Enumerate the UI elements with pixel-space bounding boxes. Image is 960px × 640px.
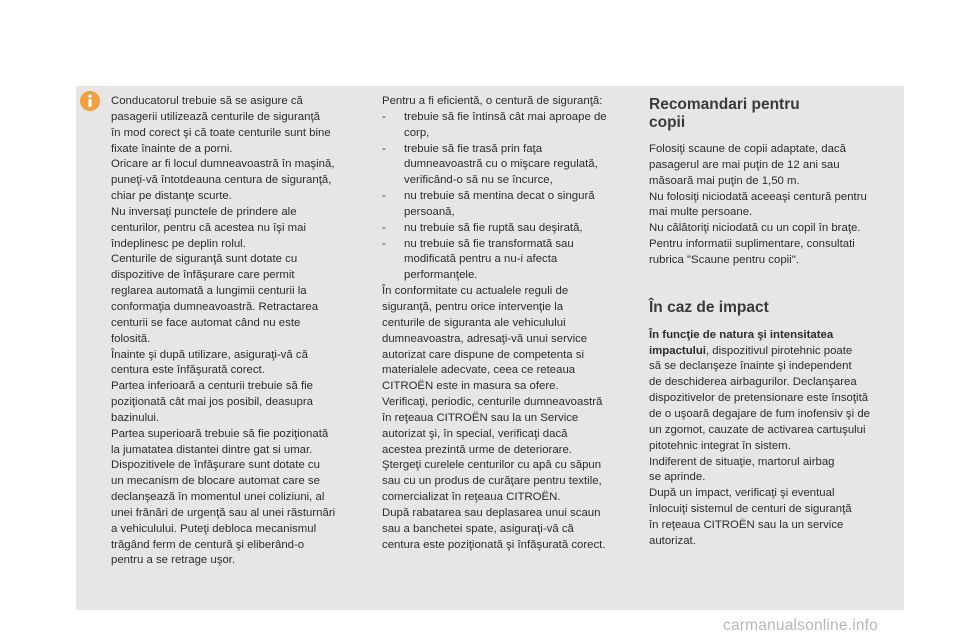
- text-line: chiar pe distanţe scurte.: [111, 190, 232, 203]
- text-line: În conformitate cu actualele reguli de: [382, 285, 569, 298]
- text-line: centura este înfăşurată corect.: [111, 364, 265, 377]
- text-line: Verificaţi, periodic, centurile dumneavoastră: [382, 396, 603, 409]
- bullet-marker: -: [382, 237, 386, 250]
- impact-after-bold: , dispozitivul pirotehnic poate: [705, 344, 853, 357]
- text-line: pasagerii utilizează centurile de siguranţă: [111, 110, 320, 123]
- text-line: în reţeaua CITROËN sau la un service: [649, 518, 844, 531]
- text-line: centurile de siguranta ale vehiculului: [382, 316, 566, 329]
- text-line: comercializat în reţeaua CITROËN.: [382, 491, 561, 504]
- impact-text: [649, 328, 901, 550]
- text-line: declanşează în momentul unei coliziuni, al: [111, 491, 325, 504]
- seatbelt-efficiency-text: [382, 94, 634, 553]
- text-line: în mod corect şi că toate centurile sunt bine: [111, 126, 331, 139]
- bullet-line: nu trebuie să mentina decat o singură: [404, 190, 595, 203]
- efficiency-intro: Pentru a fi eficientă, o centură de siguranţă:: [382, 95, 603, 107]
- impact-bold-line2: impactului: [649, 344, 706, 357]
- text-line: bazinului.: [111, 411, 160, 424]
- text-line: Indiferent de situaţie, martorul airbag: [649, 455, 835, 468]
- text-line: Nu călătoriţi niciodată cu un copil în braţe.: [649, 222, 861, 235]
- text-line: se aprinde.: [649, 471, 706, 484]
- bullet-line: modificată pentru a nu-i afecta: [404, 253, 558, 266]
- text-line: Nu folosiţi niciodată aceeaşi centură pentru: [649, 190, 867, 203]
- text-line: Înainte şi după utilizare, asiguraţi-vă că: [111, 348, 308, 361]
- efficiency-bullet-list: [382, 110, 634, 284]
- bullet-line: persoană,: [404, 205, 455, 218]
- heading-line: Recomandari pentru: [649, 96, 800, 113]
- bullet-marker: -: [382, 142, 386, 155]
- text-line: sau cu un produs de curăţare pentru textile,: [382, 475, 602, 488]
- text-line: sau a banchetei spate, asiguraţi-vă că: [382, 522, 574, 535]
- bullet-line: trebuie să fie trasă prin faţa: [404, 142, 543, 155]
- text-line: pentru a se retrage uşor.: [111, 554, 236, 567]
- text-line: autorizat care dispune de competenta si: [382, 348, 584, 361]
- text-line: înlocuiţi sistemul de centuri de siguranţă: [649, 503, 852, 516]
- bullet-line: trebuie să fie întinsă cât mai aproape de: [404, 110, 607, 123]
- text-line: CITROËN este in masura sa ofere.: [382, 380, 559, 393]
- text-line: a vehiculului. Puteţi debloca mecanismul: [111, 522, 317, 535]
- text-line: rubrica "Scaune pentru copii".: [649, 253, 799, 266]
- bullet-item: [382, 189, 634, 221]
- text-line: puneţi-vă întotdeauna centura de siguranţă,: [111, 174, 332, 187]
- bullet-item: [382, 142, 634, 190]
- text-line: îndeplinesc pe deplin rolul.: [111, 237, 246, 250]
- text-line: centurilor, pentru că acestea nu îşi mai: [111, 221, 307, 234]
- text-line: acestea prezintă urme de deteriorare.: [382, 443, 572, 456]
- text-line: Oricare ar fi locul dumneavoastră în maşină,: [111, 158, 335, 171]
- bullet-item: [382, 237, 634, 285]
- text-line: După rabatarea sau deplasarea unui scaun: [382, 506, 601, 519]
- maintenance-text: [382, 284, 634, 553]
- text-line: pasagerul are mai puţin de 12 ani sau: [649, 158, 840, 171]
- bullet-line: nu trebuie să fie ruptă sau deşirată,: [404, 221, 583, 234]
- text-line: siguranţă, pentru orice intervenţie la: [382, 300, 564, 313]
- text-line: Ştergeţi curelele centurilor cu apă cu săpun: [382, 459, 602, 472]
- text-line: în reţeaua CITROËN sau la un Service: [382, 411, 579, 424]
- text-line: Conducatorul trebuie să se asigure că: [111, 95, 303, 107]
- text-line: trăgând ferm de centură şi eliberând-o: [111, 538, 305, 551]
- bullet-line: corp,: [404, 126, 430, 139]
- text-line: un mecanism de blocare automat care se: [111, 475, 320, 488]
- text-line: la jumatatea distantei dintre gat si umar.: [111, 443, 313, 456]
- text-line: să se declanşeze înainte şi independent: [649, 360, 852, 373]
- text-line: Centurile de siguranţă sunt dotate cu: [111, 253, 298, 266]
- heading-line: copii: [649, 114, 686, 131]
- bullet-line: performanţele.: [404, 269, 478, 282]
- recommendations-text: [649, 142, 901, 269]
- text-line: Partea inferioară a centurii trebuie să fie: [111, 380, 313, 393]
- bullet-line: verificând-o să nu se încurce,: [404, 174, 553, 187]
- bullet-marker: -: [382, 190, 386, 203]
- text-line: După un impact, verificaţi şi eventual: [649, 487, 835, 500]
- text-line: materialele adecvate, ceea ce reteaua: [382, 364, 576, 377]
- text-line: măsoară mai puţin de 1,50 m.: [649, 174, 800, 187]
- text-line: poziţionată cât mai jos posibil, deasupra: [111, 396, 313, 409]
- bullet-marker: -: [382, 110, 386, 123]
- bullet-marker: -: [382, 221, 386, 234]
- text-line: fixate înainte de a porni.: [111, 142, 233, 155]
- text-line: Folosiţi scaune de copii adaptate, dacă: [649, 143, 846, 155]
- text-line: conformaţia dumneavoastră. Retractarea: [111, 300, 319, 313]
- text-line: dispozitivelor de pretensionare este însoţită: [649, 392, 869, 405]
- text-line: centura este poziţionată şi înfăşurată corect.: [382, 538, 606, 551]
- text-line: Partea superioară trebuie să fie poziţionată: [111, 427, 329, 440]
- text-line: reglarea automată a lungimii centurii la: [111, 285, 307, 298]
- side-column: [649, 94, 901, 550]
- info-icon: [80, 91, 100, 111]
- impact-heading: În caz de impact: [649, 298, 769, 316]
- recommendations-heading: [649, 96, 901, 132]
- text-line: dispozitive de înfăşurare care permit: [111, 269, 295, 282]
- text-line: unei frânări de urgenţă sau al unei răsturnări: [111, 506, 336, 519]
- impact-bold-line1: În funcţie de natura şi intensitatea: [649, 328, 834, 341]
- bullet-item: [382, 110, 634, 142]
- text-line: autorizat.: [649, 534, 696, 547]
- text-line: autorizat şi, în special, verificaţi dacă: [382, 427, 568, 440]
- text-line: dumneavoastra, adresaţi-vă unui service: [382, 332, 588, 345]
- text-line: de o uşoară degajare de fum inofensiv şi de: [649, 407, 870, 420]
- text-line: de deschiderea airbagurilor. Declanşarea: [649, 376, 857, 389]
- text-line: pitotehnic integrat în sistem.: [649, 439, 791, 452]
- bullet-item: [382, 221, 634, 237]
- text-line: centurii se face automat când nu este: [111, 316, 301, 329]
- text-line: Nu inversaţi punctele de prindere ale: [111, 205, 297, 218]
- watermark: carmanualsonline.info: [723, 617, 878, 634]
- text-line: mai multe persoane.: [649, 206, 753, 219]
- text-line: folosită.: [111, 332, 151, 345]
- bullet-line: dumneavoastră cu o mişcare regulată,: [404, 158, 598, 171]
- text-line: Dispozitivele de înfăşurare sunt dotate cu: [111, 459, 320, 472]
- seatbelt-usage-text: [111, 94, 363, 569]
- bullet-line: nu trebuie să fie transformată sau: [404, 237, 574, 250]
- text-line: un zgomot, cauzate de activarea cartuşului: [649, 423, 866, 436]
- text-line: Pentru informatii suplimentare, consultati: [649, 238, 855, 251]
